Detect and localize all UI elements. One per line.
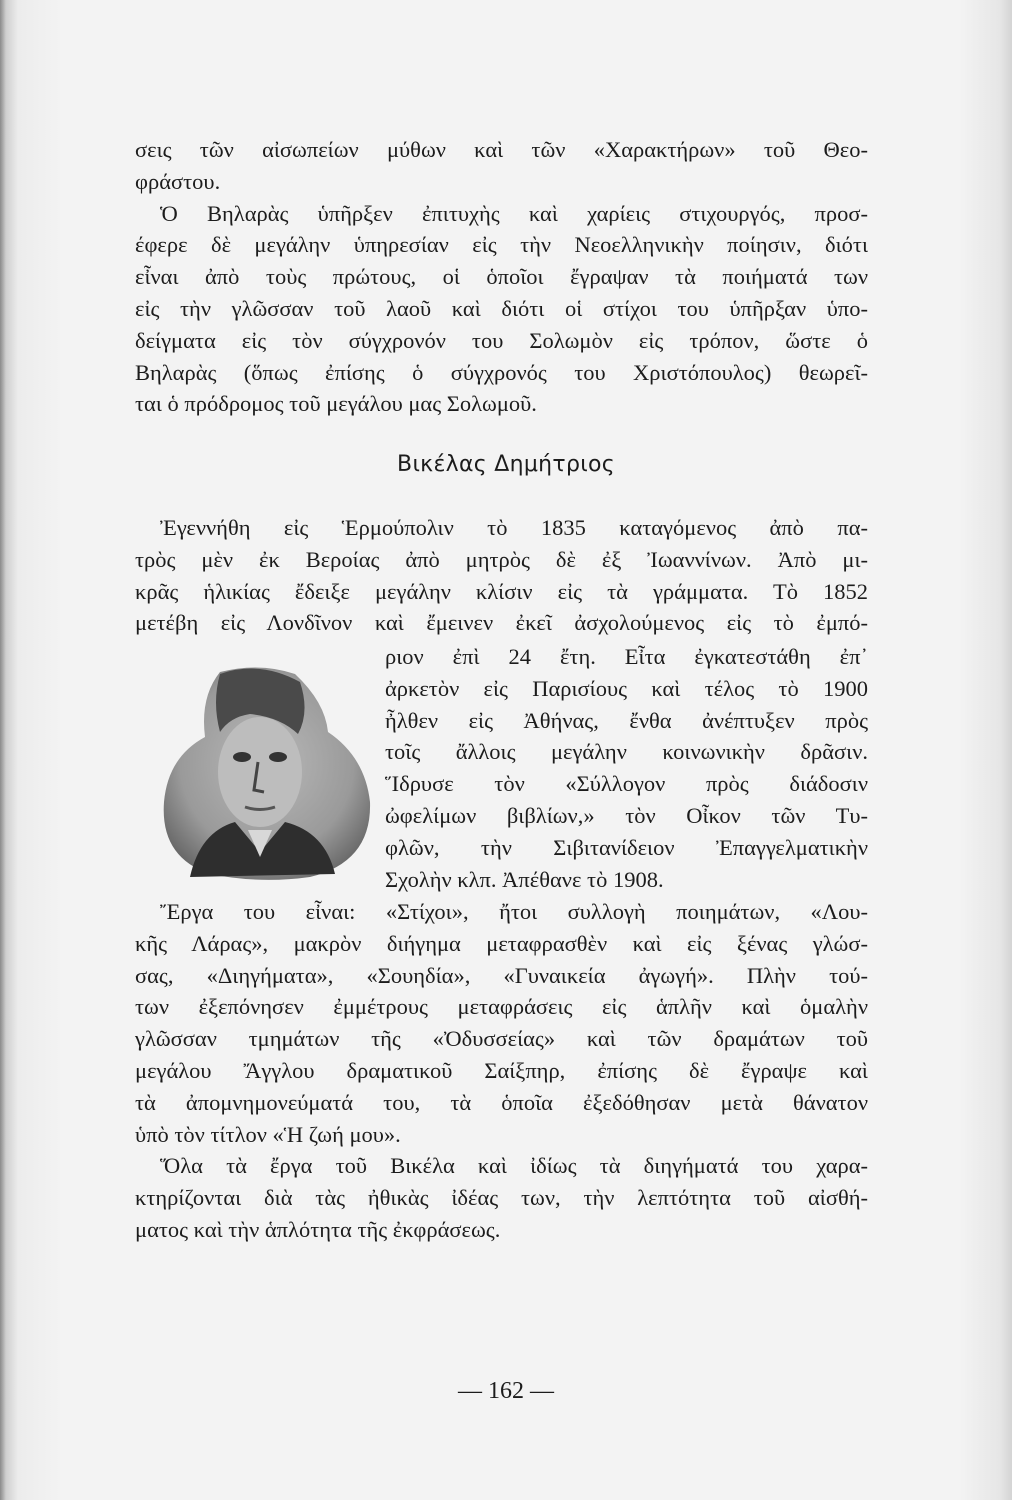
text-line: ματος καὶ τὴν ἁπλότητα τῆς ἐκφράσεως.	[135, 1216, 501, 1242]
text-line: μεγάλου Ἄγγλου δραματικοῦ Σαίξπηρ, ἐπίσης δὲ ἔγραψε καὶ	[135, 1057, 868, 1083]
text-line: των ἐξεπόνησεν ἐμμέτρους μεταφράσεις εἰς ἁπλῆν καὶ ὁμαλὴν	[135, 994, 868, 1020]
text-line: ἦλθεν εἰς Ἀθήνας, ἔνθα ἀνέπτυξεν πρὸς	[385, 707, 868, 733]
text-line: κτηρίζονται διὰ τὰς ἠθικὰς ἰδέας των, τὴν λεπτότητα τοῦ αἰσθή-	[135, 1185, 868, 1211]
text-line: ἀρκετὸν εἰς Παρισίους καὶ τέλος τὸ 1900	[385, 675, 868, 701]
text-line: δείγματα εἰς τὸν σύγχρονόν του Σολωμὸν εἰς τρόπον, ὥστε ὁ	[135, 327, 868, 353]
text-line: Σχολὴν κλπ. Ἀπέθανε τὸ 1908.	[385, 866, 664, 892]
text-line: σας, «Διηγήματα», «Σουηδία», «Γυναικεία ἀγωγή». Πλὴν τού-	[135, 962, 868, 988]
text-line: φράστου.	[135, 168, 221, 194]
text-line: φλῶν, τὴν Σιβιτανίδειον Ἐπαγγελματικὴν	[385, 834, 868, 860]
text-line: ται ὁ πρόδρομος τοῦ μεγάλου μας Σολωμοῦ.	[135, 391, 537, 417]
text-line: κῆς Λάρας», μακρὸν διήγημα μεταφρασθὲν καὶ εἰς ξένας γλώσ-	[135, 930, 868, 956]
section-heading: Βικέλας Δημήτριος	[397, 452, 615, 477]
biography-wrapped-text	[385, 641, 868, 895]
text-line: Ὅλα τὰ ἔργα τοῦ Βικέλα καὶ ἰδίως τὰ διηγήματά του χαρα-	[160, 1153, 868, 1179]
text-line: σεις τῶν αἰσωπείων μύθων καὶ τῶν «Χαρακτήρων» τοῦ Θεο-	[135, 137, 868, 162]
works-paragraphs	[135, 896, 868, 1246]
text-line: τρὸς μὲν ἐκ Βεροίας ἀπὸ μητρὸς δὲ ἐξ Ἰωαννίνων. Ἀπὸ μι-	[135, 546, 868, 572]
text-line: Ἐγεννήθη εἰς Ἑρμούπολιν τὸ 1835 καταγόμενος ἀπὸ πα-	[160, 515, 868, 540]
text-line: ὠφελίμων βιβλίων,» τὸν Οἶκον τῶν Τυ-	[385, 802, 868, 828]
text-line: έφερε δὲ μεγάλην ὑπηρεσίαν εἰς τὴν Νεοελληνικὴν ποίησιν, διότι	[135, 232, 868, 258]
biography-paragraph	[135, 512, 868, 639]
text-line: εἶναι ἀπὸ τοὺς πρώτους, οἱ ὁποῖοι ἔγραψαν τὰ ποιήματά των	[135, 264, 868, 290]
text-line: κρᾶς ἡλικίας ἔδειξε μεγάλην κλίσιν εἰς τὰ γράμματα. Τὸ 1852	[135, 578, 868, 604]
text-line: τὰ ἀπομνημονεύματά του, τὰ ὁποῖα ἐξεδόθησαν μετὰ θάνατον	[135, 1089, 868, 1115]
text-line: Ἵδρυσε τὸν «Σύλλογον πρὸς διάδοσιν	[385, 771, 868, 797]
portrait-image	[160, 662, 372, 882]
text-line: μετέβη εἰς Λονδῖνον καὶ ἔμεινεν ἐκεῖ ἀσχολούμενος εἰς τὸ ἐμπό-	[135, 610, 868, 636]
text-line: τοῖς ἄλλοις μεγάλην κοινωνικὴν δρᾶσιν.	[385, 739, 868, 765]
page-number: — 162 —	[458, 1378, 554, 1404]
text-line: ὑπὸ τὸν τίτλον «Ἡ ζωή μου».	[135, 1121, 401, 1147]
text-line: Ἔργα του εἶναι: «Στίχοι», ἤτοι συλλογὴ ποιημάτων, «Λου-	[160, 899, 868, 924]
text-line: Βηλαρὰς (ὅπως ἐπίσης ὁ σύγχρονός του Χριστόπουλος) θεωρεῖ-	[135, 359, 868, 385]
text-line: Ὁ Βηλαρὰς ὑπῆρξεν ἐπιτυχὴς καὶ χαρίεις στιχουργός, προσ-	[160, 200, 868, 226]
text-line: εἰς τὴν γλῶσσαν τοῦ λαοῦ καὶ διότι οἱ στίχοι του ὑπῆρξαν ὑπο-	[135, 295, 868, 321]
intro-paragraphs	[135, 134, 868, 420]
text-line: γλῶσσαν τμημάτων τῆς «Ὀδυσσείας» καὶ τῶν δραμάτων τοῦ	[135, 1026, 868, 1052]
text-line: ριον ἐπὶ 24 ἔτη. Εἶτα ἐγκατεστάθη ἐπ᾽	[385, 644, 868, 669]
